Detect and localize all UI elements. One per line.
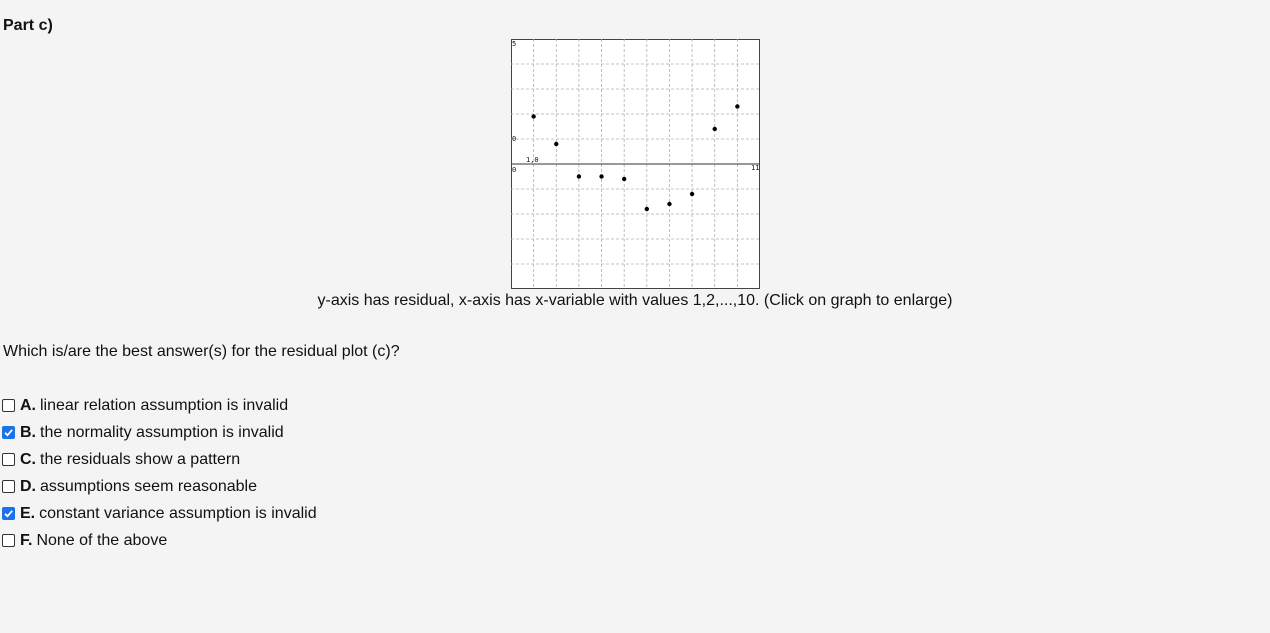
tick-label-ymax: 5 (512, 40, 517, 48)
checkbox-d[interactable] (2, 480, 15, 493)
data-point (622, 177, 626, 181)
residual-plot-svg[interactable] (511, 39, 760, 289)
choice-b[interactable] (2, 419, 317, 446)
data-point (599, 174, 603, 178)
choice-letter: C. (20, 450, 36, 468)
choice-d[interactable] (2, 473, 317, 500)
choice-letter: D. (20, 477, 36, 495)
choice-letter: F. (20, 531, 33, 549)
data-point (531, 114, 535, 118)
tick-label-xmax: 11 (751, 164, 760, 172)
checkbox-b[interactable] (2, 426, 15, 439)
tick-label-origin-x: 1,0 (526, 156, 539, 164)
data-point (690, 192, 694, 196)
part-title: Part c) (3, 17, 53, 34)
checkmark-icon (3, 427, 14, 438)
checkbox-e[interactable] (2, 507, 15, 520)
data-point (577, 174, 581, 178)
choice-a[interactable] (2, 392, 317, 419)
plot-caption: y-axis has residual, x-axis has x-variable with values 1,2,...,10. (Click on graph to enlarge) (317, 292, 953, 309)
data-point (667, 202, 671, 206)
choice-c[interactable] (2, 446, 317, 473)
residual-plot[interactable] (511, 39, 760, 289)
choice-f[interactable] (2, 527, 317, 554)
choice-label: None of the above (36, 531, 168, 549)
data-point (645, 207, 649, 211)
choice-label: assumptions seem reasonable (40, 477, 258, 495)
choice-letter: B. (20, 423, 36, 441)
choice-e[interactable] (2, 500, 317, 527)
data-point (554, 142, 558, 146)
checkmark-icon (3, 508, 14, 519)
choice-label: the residuals show a pattern (40, 450, 241, 468)
choice-letter: E. (20, 504, 36, 522)
choice-label: the normality assumption is invalid (40, 423, 284, 441)
choice-label: linear relation assumption is invalid (40, 396, 289, 414)
choice-label: constant variance assumption is invalid (39, 504, 317, 522)
tick-label-ymid: 0 (512, 135, 517, 143)
data-point (713, 127, 717, 131)
tick-label-origin-y: 0 (512, 166, 517, 174)
answer-choices (2, 392, 317, 554)
question-text: Which is/are the best answer(s) for the residual plot (c)? (3, 343, 400, 360)
data-point (735, 104, 739, 108)
checkbox-c[interactable] (2, 453, 15, 466)
checkbox-f[interactable] (2, 534, 15, 547)
choice-letter: A. (20, 396, 36, 414)
checkbox-a[interactable] (2, 399, 15, 412)
